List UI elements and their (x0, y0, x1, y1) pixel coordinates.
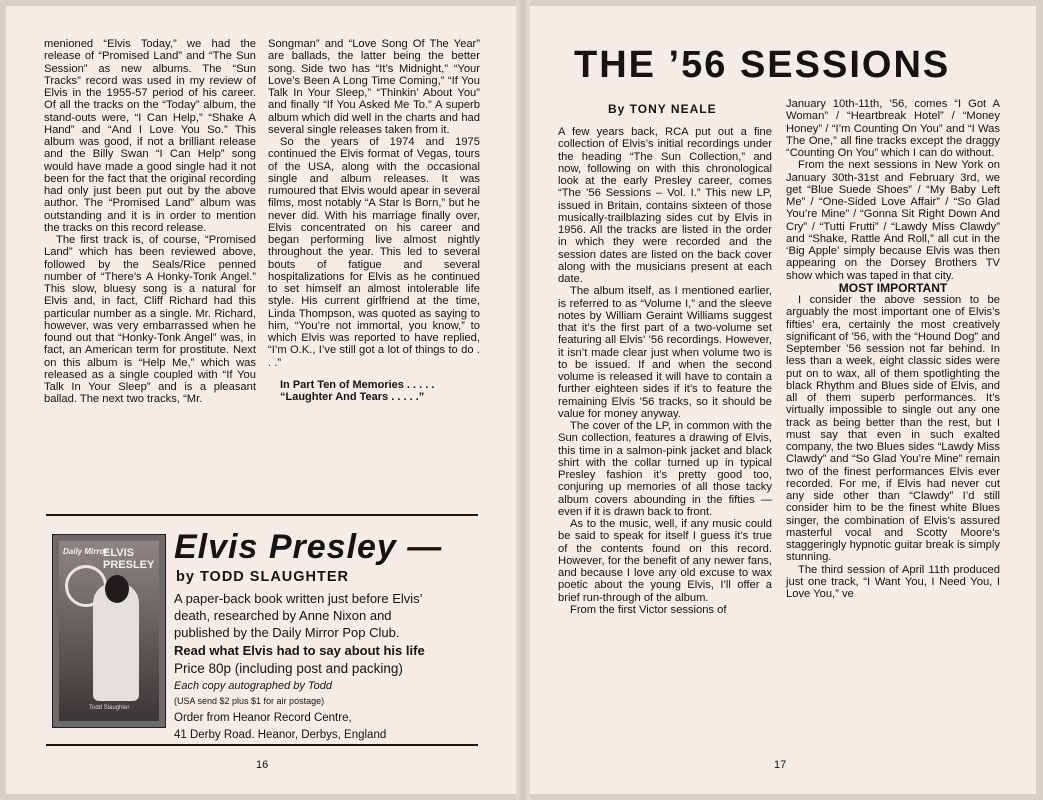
paragraph: As to the music, well, if any music could be said to speak for itself I guess it’s true of the contents found on this record. However, for the benefit of any newer fans, and because I love any old excuse to wax poetic about the young Elvis, I’ll offer a brief run-through of the album. (558, 518, 772, 604)
next-part-line: In Part Ten of Memories . . . . . (280, 378, 435, 391)
paragraph: From the first Victor sessions of (570, 603, 727, 616)
cover-publisher: Daily Mirror (63, 547, 108, 556)
paragraph: The album itself, as I mentioned earlier, is referred to as “Volume I,” and the sleeve notes by William Geraint Williams suggest that it’s the first part of a two-volume set featuring all Elvis’ ’56 recordings. However, it isn’t made clear just when volume two is to be issued. If and when the second volume is released it will have to contain a further eighteen sides if it’s to feature the remaining Elvis ’56 tracks, so it should be value for money anyway. (558, 285, 772, 420)
page-number: 16 (256, 759, 269, 771)
paragraph: I consider the above session to be arguably the most important one of Elvis’s fifties’ era, certainly the most creatively significant of ’56, with the “Hound Dog” and September ’56 session not far behind. In less than a week, eight classic sides were put on to wax, all of them spotlighting the black Rhythm and Blues side of Elvis, and all of them superb performances. It’s virtually impossible to single out any one track as being better than the rest, but I must say that even in such exalted company, the two Blues sides “Lawdy Miss Clawdy” and “So Glad You’re Mine” remain two of the finest performances Elvis ever recorded. For me, if Elvis had never cut any side other than “Clawdy” I’d still consider him to be the finest white Blues singer, the combination of Elvis’s assured masterful vocal and Scotty Moore’s staggeringly hypnotic guitar break is simply stunning. (786, 294, 1000, 564)
ad-desc-line: published by the Daily Mirror Pop Club. (174, 625, 400, 640)
paragraph: The first track is, of course, “Promised Land” which has been reviewed above, followed by the Seals/Rice penned number of “There’s A Honky-Tonk Angel.” This slow, bluesy song is a natural for Elvis and, in fact, Cliff Richard had this particular number as a single. Mr. Richard, however, was very embarrassed when he found out that “Honky-Tonk Angel” was, in fact, an American term for prostitute. Next on this album is “Help Me,” which was released as a single coupled with “If You Talk In Your Sleep” and is a pleasant ballad. The next two tracks, “Mr. (44, 234, 256, 406)
ad-description (174, 590, 474, 641)
ad-order-address (174, 710, 386, 744)
ad-title: Elvis Presley — (174, 528, 443, 566)
paragraph: Songman” and “Love Song Of The Year” are ballads, the latter being the better song. Side two has “It’s Midnight,” “Your Love’s Been A Long Time Coming,” “If You Talk In Your Sleep,” “Thinkin’ About You” and finally “If You Asked Me To.” A superb album which did well in the charts and had several single releases taken from it. (268, 38, 480, 136)
ad-usa-note: (USA send $2 plus $1 for air postage) (174, 696, 325, 706)
paragraph: menioned “Elvis Today,” we had the release of “Promised Land” and “The Sun Session” as new albums. The “Sun Tracks” record was used in my review of Elvis in the 1955-57 period of his career. Of all the tracks on the “Today” album, the stand-outs were, “I Can Help,” “Shake A Hand” and “And I Love You So.” This album was good, if not a brilliant release and the Billy Swan “I Can Help” song would have made a good single had it not been for the fact that the original recording had only just been put out by the above author. The “Promised Land” album was outstanding and it is in order to mention the tracks on this record release. (44, 38, 256, 234)
ad-top-rule (46, 514, 478, 516)
page-number: 17 (774, 759, 787, 771)
cover-title-line: PRESLEY (103, 559, 155, 571)
left-page (6, 6, 516, 794)
cover-title-line: ELVIS (103, 547, 134, 559)
right-page (530, 6, 1036, 794)
binding-gutter (516, 0, 530, 800)
article-title: THE ’56 SESSIONS (574, 44, 951, 86)
paragraph: A few years back, RCA put out a fine collection of Elvis’s initial recordings under the heading “The Sun Collection,” and now, following on with this chronological look at the early Presley career, comes “The ’56 Sessions – Vol. I.” This new LP, issued in Britain, contains sixteen of those musically-trailblazing sides cut by Elvis in 1956. All the tracks are listed in the order in which they were recorded and the session dates are listed on the back cover along with the musicians present at each date. (558, 126, 772, 285)
ad-order-line: 41 Derby Road. Heanor, Derbys, England (174, 729, 387, 741)
paragraph: So the years of 1974 and 1975 continued the Elvis format of Vegas, tours of the USA, along with the occasional single and album releases. It was rumoured that Elvis would apear in several films, most notably “A Star Is Born,” but he never did. With his marriage finally over, Elvis concentrated on his career and began performing live almost nightly throughout the year. This led to several bouts of fatigue and several hospitalizations for Elvis as he continued to set himself an almost intolerable life style. His current girlfriend at the time, Linda Thompson, was quoted as saying to him, “You’re not immortal, you know,” to which Elvis was reported to have replied, “I’m O.K., I’ve still got a lot of things to do . . .” (268, 136, 480, 369)
cover-credit: Todd Slaughter (89, 705, 130, 711)
ad-price: Price 80p (including post and packing) (174, 661, 403, 676)
paragraph: The third session of April 11th produced just one track, “I Want You, I Need You, I Love You,” ve (786, 563, 1000, 600)
ad-autograph-note: Each copy autographed by Todd (174, 680, 332, 692)
ad-desc-line: A paper-back book written just before Elvis’ (174, 591, 423, 606)
left-column-2 (268, 38, 480, 504)
article-byline: By TONY NEALE (608, 102, 717, 116)
ad-headline: Read what Elvis had to say about his life (174, 643, 425, 658)
section-subhead: MOST IMPORTANT (838, 280, 948, 295)
right-column-2 (786, 98, 1000, 758)
right-column-1 (558, 126, 772, 756)
book-cover-image (52, 534, 166, 728)
cover-figure-head (105, 575, 129, 603)
ad-desc-line: death, researched by Anne Nixon and (174, 608, 392, 623)
ad-byline: by TODD SLAUGHTER (176, 569, 350, 585)
left-column-1 (44, 38, 256, 504)
ad-order-line: Order from Heanor Record Centre, (174, 712, 352, 724)
next-part-teaser (268, 379, 480, 404)
paragraph: From the next sessions in New York on January 30th-31st and February 3rd, we get “Blue Suede Shoes” / “My Baby Left Me” / “One-Sided Love Affair” / “So Glad You’re Mine” / “Gonna Sit Right Down And Cry” / “Tutti Frutti” / “Lawdy Miss Clawdy” and “Shake, Rattle And Roll,” all cut in the ‘Big Apple’ simply because Elvis was then appearing on the Dorsey Brothers TV show which was taped in that city. (786, 159, 1000, 282)
paragraph: January 10th-11th, ’56, comes “I Got A Woman” / “Heartbreak Hotel” / “Money Honey” / “I’m Counting On You” and “I Was The One,” all fine tracks except the draggy “Counting On You” which I can do without. (786, 98, 1000, 159)
next-part-title: “Laughter And Tears . . . . .” (280, 391, 425, 404)
cover-title (103, 547, 154, 571)
ad-bottom-rule (46, 744, 478, 746)
paragraph: The cover of the LP, in common with the Sun collection, features a drawing of Elvis, this time in a salmon-pink jacket and black shirt with the collar turned up in typical Presley fashion it’s pretty good too, conjuring up memories of all those tacky album covers abounding in the fifties — even if it is drawn back to front. (558, 420, 772, 518)
